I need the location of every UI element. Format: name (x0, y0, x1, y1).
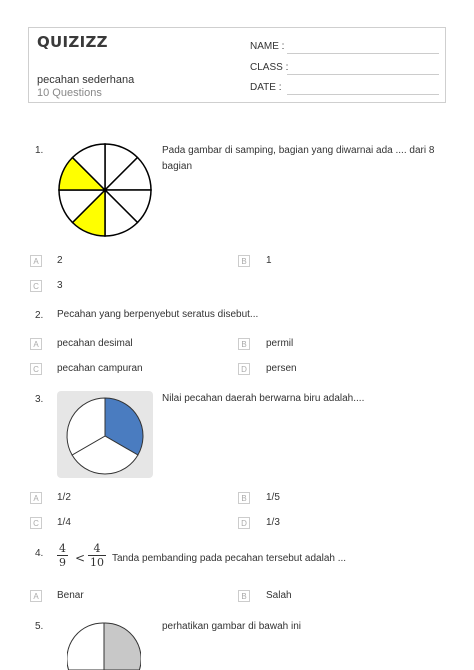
question-3-text: Nilai pecahan daerah berwarna biru adalah.... (162, 393, 365, 404)
question-5-text: perhatikan gambar di bawah ini (162, 621, 301, 632)
option-letter[interactable]: B (238, 338, 250, 350)
question-4-number: 4. (35, 548, 44, 559)
date-line (287, 94, 439, 95)
class-label: CLASS : (250, 62, 289, 73)
question-1-number: 1. (35, 145, 44, 156)
question-1-pie-image (57, 142, 153, 238)
fraction-left (57, 542, 68, 569)
name-label: NAME : (250, 41, 285, 52)
option-letter[interactable]: D (238, 363, 250, 375)
fraction-left-denominator: 9 (59, 556, 66, 569)
question-2-number: 2. (35, 310, 44, 321)
circle-left-half (67, 623, 104, 670)
option-text: 1/2 (57, 492, 71, 503)
question-1-text: Pada gambar di samping, bagian yang diwarnai ada .... dari 8 bagian (162, 145, 435, 172)
fraction-right-numerator: 4 (88, 542, 106, 556)
option-letter[interactable]: A (30, 255, 42, 267)
option-letter[interactable]: B (238, 590, 250, 602)
question-5-number: 5. (35, 621, 44, 632)
question-4-text: Tanda pembanding pada pecahan tersebut adalah ... (112, 553, 347, 564)
worksheet-header (28, 27, 446, 103)
quizizz-logo: QUIZIZZ (37, 33, 108, 51)
worksheet-title: pecahan sederhana (37, 74, 135, 86)
option-text: pecahan campuran (57, 363, 143, 374)
option-letter[interactable]: A (30, 492, 42, 504)
option-text: 1/5 (266, 492, 280, 503)
question-5-circle-image (67, 621, 141, 670)
option-text: persen (266, 363, 297, 374)
question-3-pie-image (57, 391, 153, 478)
option-letter[interactable]: C (30, 517, 42, 529)
option-letter[interactable]: D (238, 517, 250, 529)
option-text: 1/4 (57, 517, 71, 528)
option-letter[interactable]: B (238, 255, 250, 267)
circle-right-half (104, 623, 141, 670)
option-text: Salah (266, 590, 292, 601)
comparison-sign: < (75, 551, 86, 565)
option-letter[interactable]: A (30, 338, 42, 350)
option-text: pecahan desimal (57, 338, 133, 349)
option-letter[interactable]: A (30, 590, 42, 602)
option-text: permil (266, 338, 294, 349)
fraction-left-numerator: 4 (59, 542, 66, 555)
option-text: Benar (57, 590, 84, 601)
option-text: 3 (57, 280, 63, 291)
option-letter[interactable]: C (30, 363, 42, 375)
fraction-right-denominator: 10 (90, 556, 104, 569)
question-3-number: 3. (35, 394, 44, 405)
question-count: 10 Questions (37, 87, 102, 99)
fraction-right (88, 542, 106, 569)
option-letter[interactable]: B (238, 492, 250, 504)
name-line (287, 53, 439, 54)
option-text: 2 (57, 255, 63, 266)
date-label: DATE : (250, 82, 282, 93)
question-2-text: Pecahan yang berpenyebut seratus disebut... (57, 309, 259, 320)
option-letter[interactable]: C (30, 280, 42, 292)
option-text: 1 (266, 255, 272, 266)
option-text: 1/3 (266, 517, 280, 528)
class-line (287, 74, 439, 75)
